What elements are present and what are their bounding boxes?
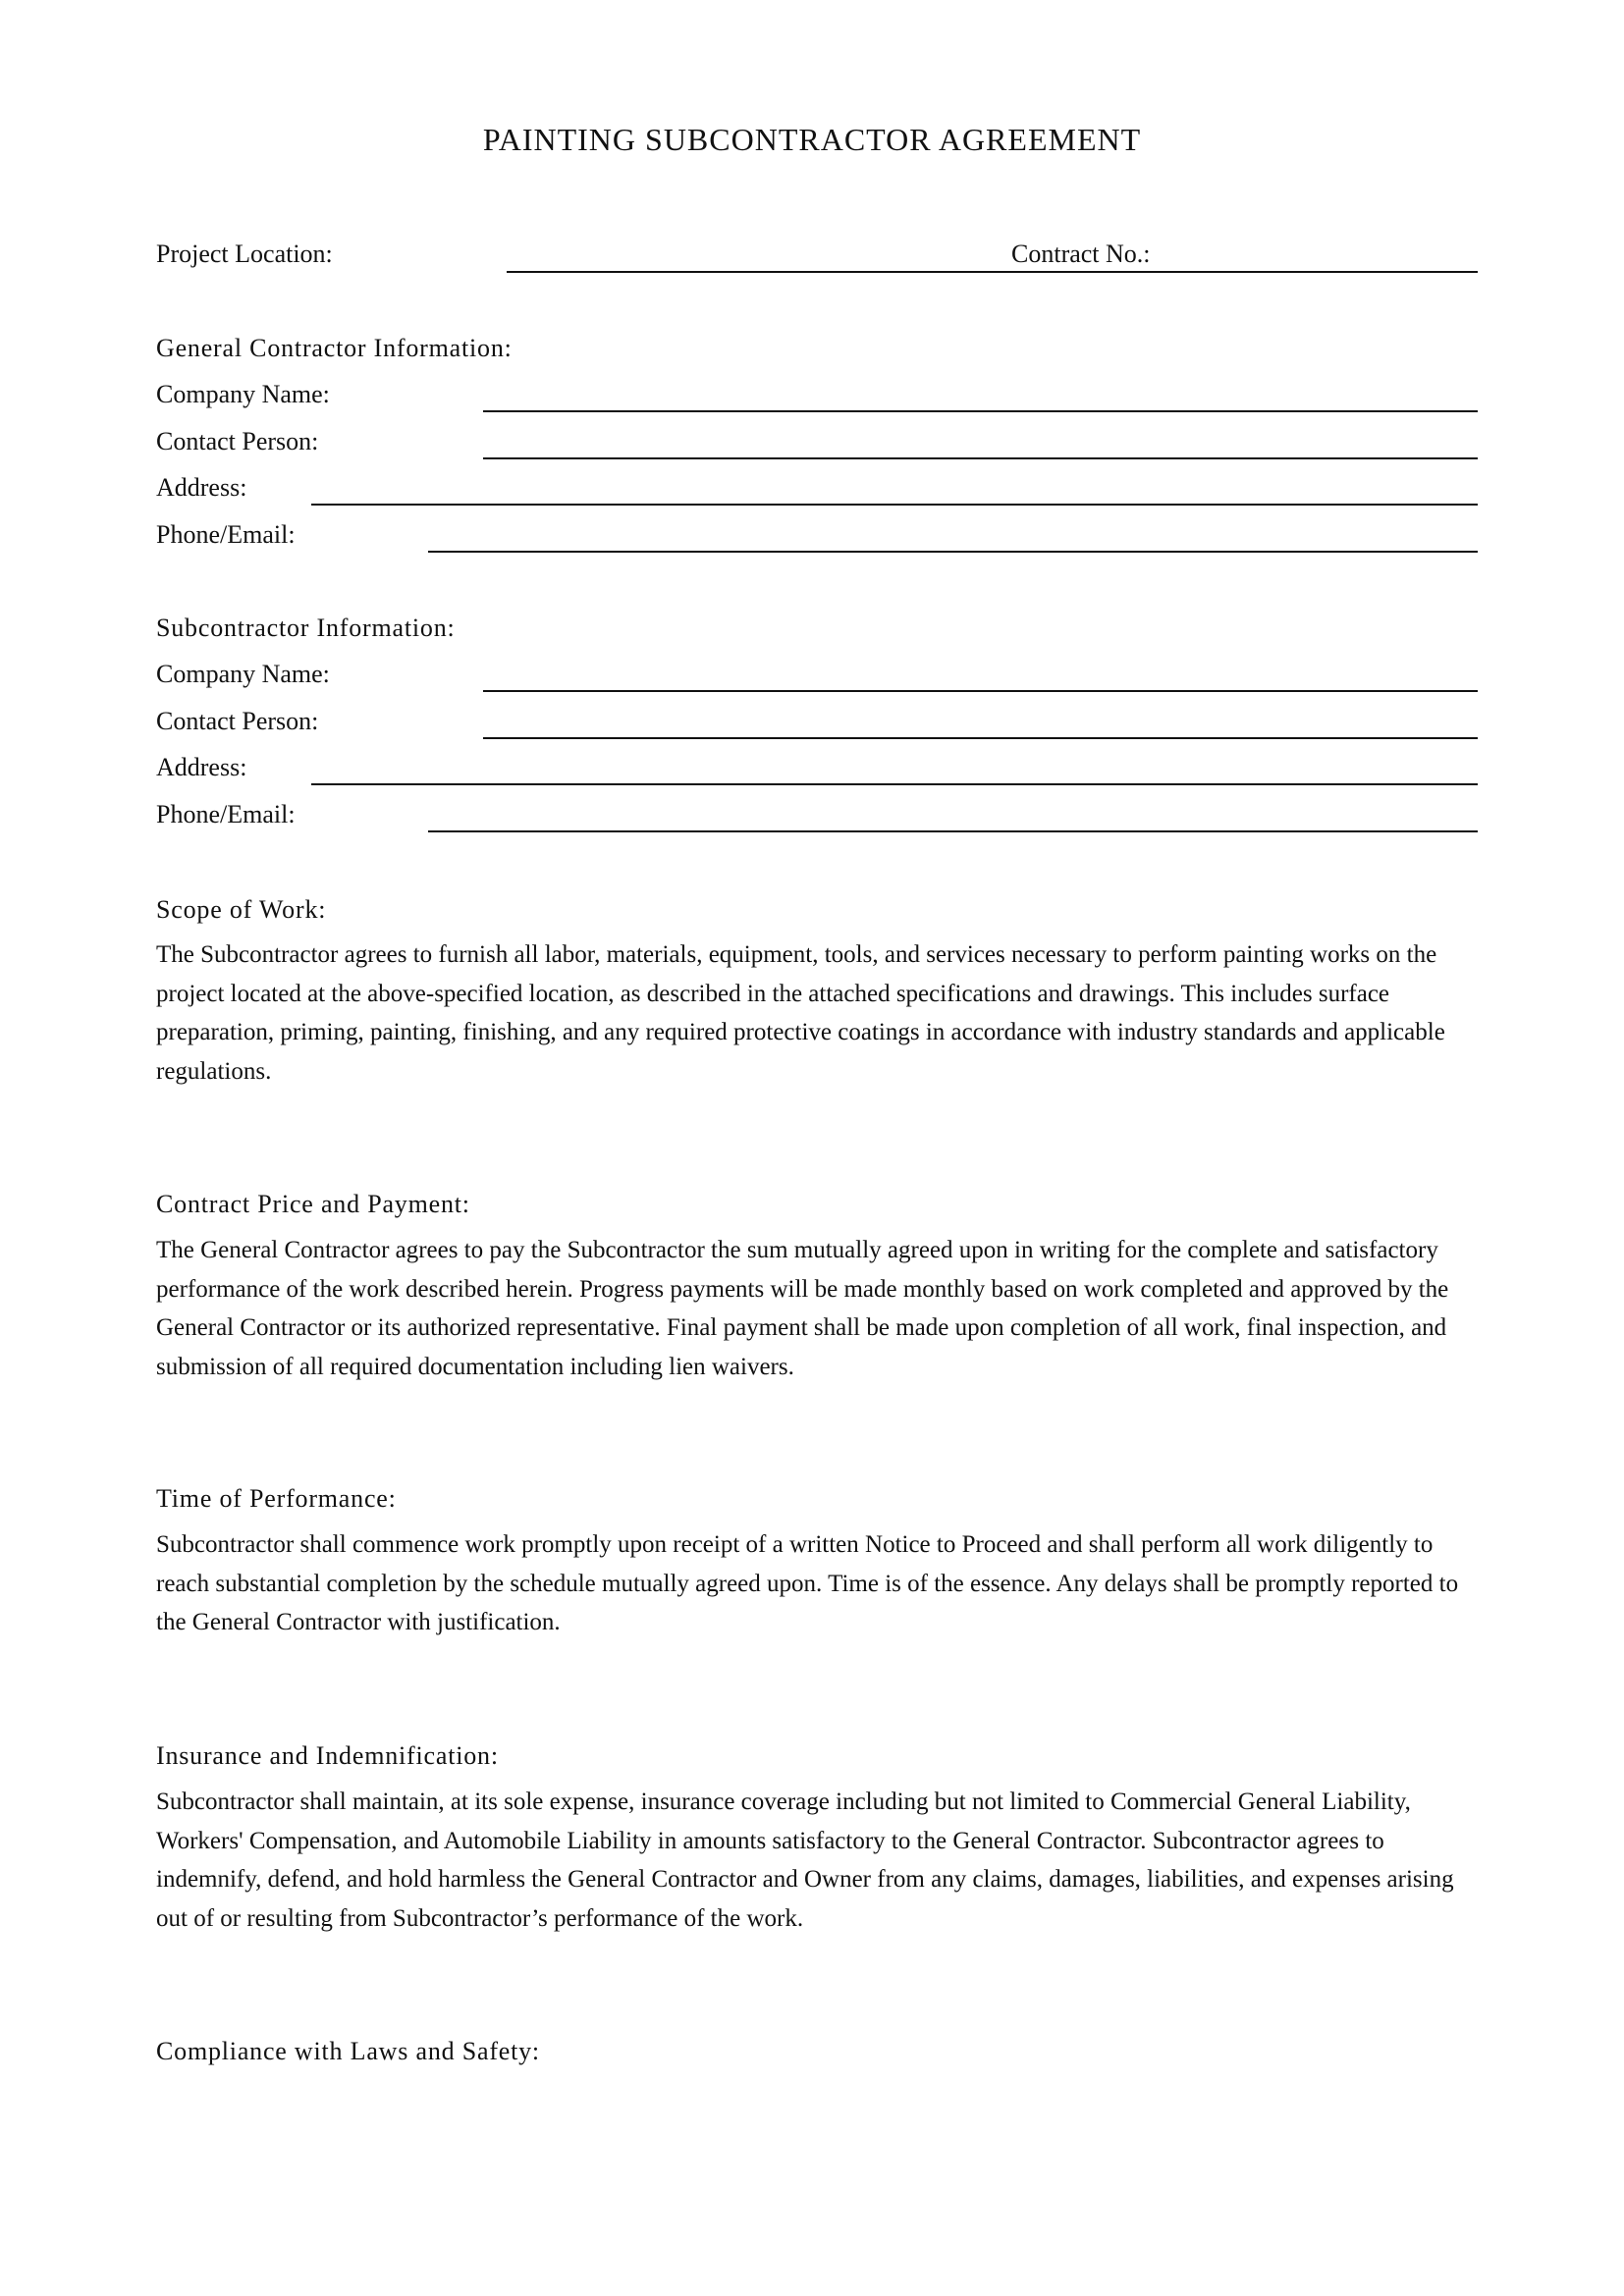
general-contractor-heading: General Contractor Information: [156, 334, 513, 362]
contract-price-text: The General Contractor agrees to pay the Subcontractor the sum mutually agreed upon in writing for the complete and satisfactory performance of the work described herein. Progress payments will be made monthly based on work completed and approved by the General Contractor or its authorized representative. Final payment shall be made upon completion of all work, final inspection, and submission of all required documentation including lien waivers. [156, 1237, 1449, 1380]
gc-contact-person-field[interactable] [483, 457, 1478, 459]
scope-of-work-text: The Subcontractor agrees to furnish all labor, materials, equipment, tools, and services necessary to perform painting works on the project located at the above-specified location, as described in the attached specifications and drawings. This includes surface preparation, priming, painting, finishing, and any required protective coatings in accordance with industry standards and applicable regulations. [156, 941, 1445, 1085]
sub-phone-email-label: Phone/Email: [156, 800, 296, 828]
gc-phone-email-label: Phone/Email: [156, 520, 296, 549]
gc-company-name-field[interactable] [483, 410, 1478, 412]
sub-company-name-field[interactable] [483, 690, 1478, 692]
gc-contact-person-label: Contact Person: [156, 427, 319, 455]
sub-phone-email-field[interactable] [428, 830, 1478, 832]
project-location-label: Project Location: [156, 240, 333, 268]
scope-of-work-heading: Scope of Work: [156, 895, 327, 924]
compliance-heading: Compliance with Laws and Safety: [156, 2037, 540, 2065]
document-title: PAINTING SUBCONTRACTOR AGREEMENT [482, 122, 1142, 157]
time-of-performance-text: Subcontractor shall commence work promptly upon receipt of a written Notice to Proceed and shall perform all work diligently to reach substantial completion by the schedule mutually agreed upon. Time is of the essence. Any delays shall be promptly reported to the General Contractor with justification. [156, 1531, 1459, 1635]
sub-address-label: Address: [156, 753, 247, 781]
gc-phone-email-field[interactable] [428, 551, 1478, 553]
sub-contact-person-field[interactable] [483, 737, 1478, 739]
subcontractor-heading: Subcontractor Information: [156, 614, 456, 642]
contract-no-label: Contract No.: [1011, 240, 1151, 268]
gc-address-field[interactable] [311, 504, 1478, 506]
time-of-performance-heading: Time of Performance: [156, 1484, 397, 1513]
project-location-field[interactable] [507, 271, 1478, 273]
insurance-text: Subcontractor shall maintain, at its sole expense, insurance coverage including but not limited to Commercial General Liability, Workers' Compensation, and Automobile Liability in amounts satisfactory to the General Contractor. Subcontractor agrees to indemnify, defend, and hold harmless the General Contractor and Owner from any claims, damages, liabilities, and expenses arising out of or resulting from Subcontractor’s performance of the work. [156, 1789, 1454, 1932]
insurance-heading: Insurance and Indemnification: [156, 1741, 499, 1770]
sub-company-name-label: Company Name: [156, 660, 330, 688]
gc-company-name-label: Company Name: [156, 380, 330, 408]
sub-contact-person-label: Contact Person: [156, 707, 319, 735]
sub-address-field[interactable] [311, 783, 1478, 785]
gc-address-label: Address: [156, 473, 247, 502]
contract-price-heading: Contract Price and Payment: [156, 1190, 470, 1218]
